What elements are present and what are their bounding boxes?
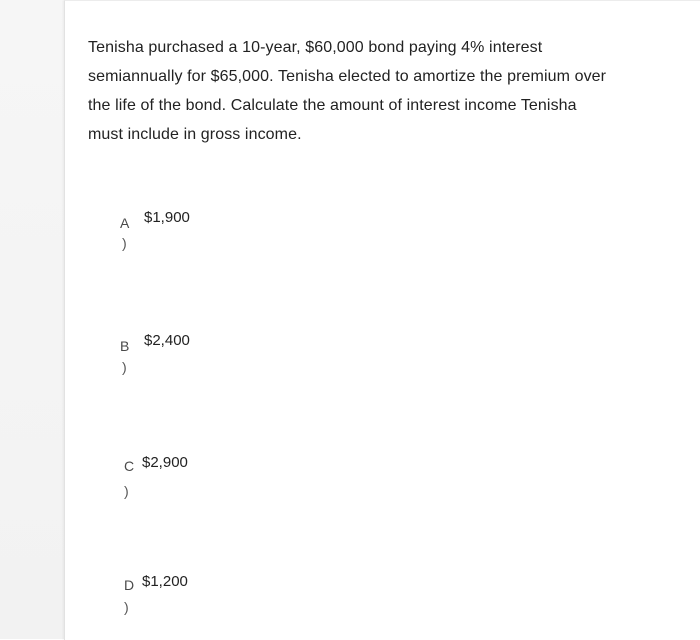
option-paren: ) <box>124 483 129 499</box>
option-letter: D <box>124 577 135 593</box>
option-text: $2,400 <box>144 332 190 349</box>
question-line-1: Tenisha purchased a 10-year, $60,000 bond paying 4% interest <box>88 39 543 56</box>
question-text <box>88 33 648 149</box>
option-letter: B <box>120 338 130 354</box>
answer-option-d[interactable] <box>118 570 318 630</box>
option-paren: ) <box>122 359 127 375</box>
answer-option-b[interactable] <box>118 330 318 390</box>
option-paren: ) <box>122 235 127 251</box>
option-paren: ) <box>124 599 129 615</box>
option-letter: A <box>120 215 130 231</box>
option-letter: C <box>124 458 135 474</box>
answer-option-c[interactable] <box>118 452 318 512</box>
question-line-4: must include in gross income. <box>88 126 302 143</box>
question-line-2: semiannually for $65,000. Tenisha elected to amortize the premium over <box>88 68 607 85</box>
option-text: $2,900 <box>142 454 188 471</box>
option-text: $1,900 <box>144 209 190 226</box>
question-line-3: the life of the bond. Calculate the amount of interest income Tenisha <box>88 97 577 114</box>
option-text: $1,200 <box>142 573 188 590</box>
answer-option-a[interactable] <box>118 205 318 265</box>
